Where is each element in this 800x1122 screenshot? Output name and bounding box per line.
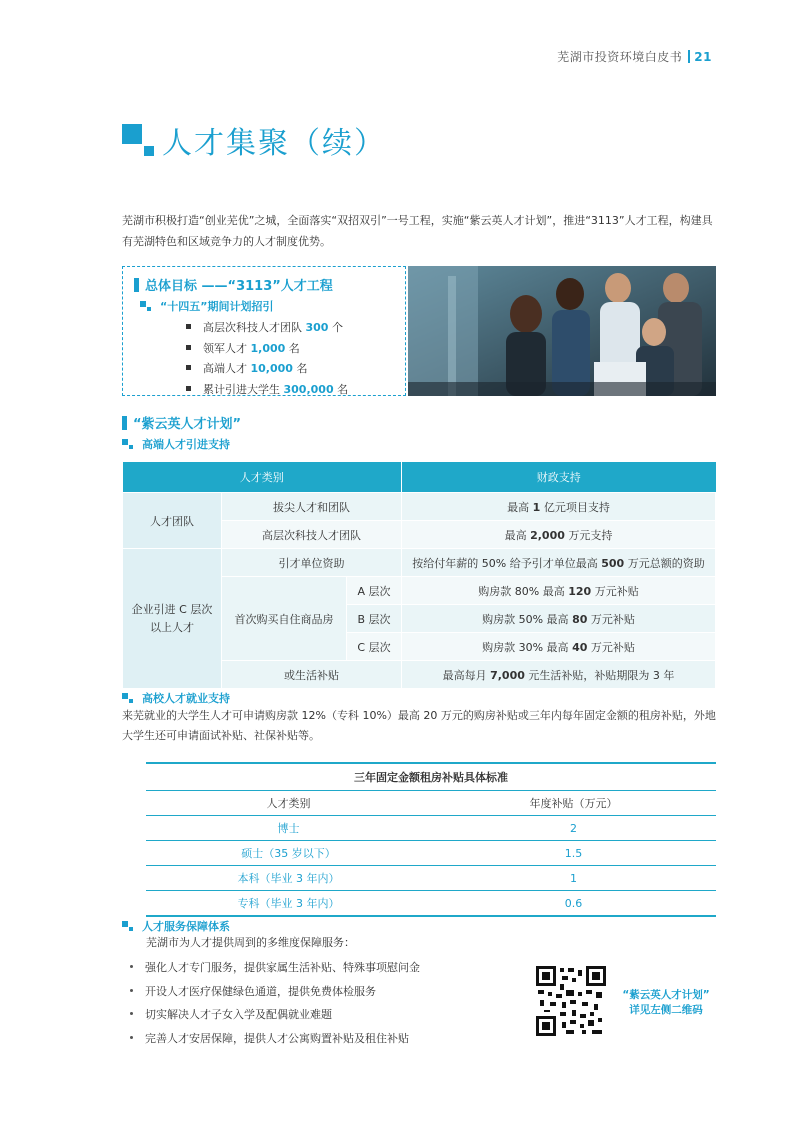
list-item: 切实解决人才子女入学及配偶就业难题: [130, 1003, 420, 1027]
level-cell: C 层次: [347, 633, 402, 661]
talent-support-table: [122, 462, 716, 689]
college-paragraph: 来芜就业的大学生人才可申请购房款 12%（专科 10%）最高 20 万元的购房补贴或三年内每年固定金额的租房补贴，外地大学生还可申请面试补贴、社保补贴等。: [122, 709, 716, 742]
item-cell: 首次购买自住商品房: [222, 577, 347, 661]
qr-caption-line: 详见左侧二维码: [629, 1004, 703, 1016]
goal-list: [186, 318, 348, 400]
support-cell: 按给付年薪的 50% 给予引才单位最高 500 万元总额的资助: [402, 549, 716, 577]
category-cell: 人才团队: [123, 493, 222, 549]
heading-bar-icon: [134, 278, 139, 292]
bullet-icon: [130, 1036, 133, 1039]
support-cell: 购房款 50% 最高 80 万元补贴: [402, 605, 716, 633]
square-bullet-icon: [122, 921, 134, 931]
list-item: 强化人才专门服务，提供家属生活补贴、特殊事项慰问金: [130, 956, 420, 980]
bullet-icon: [130, 989, 133, 992]
title-square-icon: [122, 124, 154, 156]
goal-subheading-text: “十四五”期间计划招引: [160, 300, 274, 313]
heading-bar-icon: [122, 416, 127, 430]
table-caption: 三年固定金额租房补贴具体标准: [146, 763, 716, 791]
header-title: 芜湖市投资环境白皮书: [557, 50, 683, 64]
table-row: 硕士（35 岁以下） 1.5: [146, 841, 716, 866]
team-meeting-photo: [408, 266, 716, 396]
list-item: 完善人才安居保障，提供人才公寓购置补贴及租住补贴: [130, 1027, 420, 1051]
service-subheading-text: 人才服务保障体系: [142, 920, 230, 933]
bullet-icon: [186, 365, 191, 370]
page-title: 人才集聚（续）: [162, 126, 386, 161]
bullet-icon: [186, 386, 191, 391]
item-cell: 拔尖人才和团队: [222, 493, 402, 521]
table-row: [123, 549, 716, 577]
list-item: 高端人才 10,000 名: [186, 359, 348, 380]
support-cell: 最高每月 7,000 元生活补贴，补贴期限为 3 年: [402, 661, 716, 689]
table-row: [123, 493, 716, 521]
college-subheading: [122, 690, 230, 706]
running-header: [557, 48, 712, 65]
goal-heading: [134, 275, 333, 294]
plan-heading-text: “紫云英人才计划”: [133, 417, 242, 432]
support-cell: 最高 1 亿元项目支持: [402, 493, 716, 521]
item-cell: 或生活补贴: [222, 661, 402, 689]
page-number: 21: [694, 50, 712, 64]
service-subheading: [122, 918, 230, 934]
qr-caption: [614, 988, 718, 1018]
plan-heading: [122, 413, 241, 432]
rent-subsidy-table: [146, 762, 716, 917]
square-bullet-icon: [122, 439, 134, 449]
column-header: 人才类别: [123, 462, 402, 493]
goal-heading-text: 总体目标 ——“3113”人才工程: [145, 279, 333, 294]
support-cell: 购房款 30% 最高 40 万元补贴: [402, 633, 716, 661]
item-cell: 高层次科技人才团队: [222, 521, 402, 549]
table-row: 博士 2: [146, 816, 716, 841]
bullet-icon: [186, 324, 191, 329]
list-item: 领军人才 1,000 名: [186, 339, 348, 360]
bullet-icon: [130, 1012, 133, 1015]
item-cell: 引才单位资助: [222, 549, 402, 577]
column-header: 年度补贴（万元）: [431, 791, 716, 816]
square-bullet-icon: [122, 693, 134, 703]
goal-subheading: [140, 298, 273, 314]
qr-code-icon[interactable]: [536, 966, 606, 1036]
header-divider: [688, 50, 690, 63]
list-item: 开设人才医疗保健绿色通道，提供免费体检服务: [130, 980, 420, 1004]
column-header: 财政支持: [402, 462, 716, 493]
table-row: 本科（毕业 3 年内） 1: [146, 866, 716, 891]
support-cell: 最高 2,000 万元支持: [402, 521, 716, 549]
level-cell: B 层次: [347, 605, 402, 633]
category-cell: 企业引进 C 层次 以上人才: [123, 549, 222, 689]
column-header: 人才类别: [146, 791, 431, 816]
college-subheading-text: 高校人才就业支持: [142, 692, 230, 705]
table-row: 专科（毕业 3 年内） 0.6: [146, 891, 716, 917]
service-list: [130, 956, 420, 1050]
square-bullet-icon: [140, 301, 152, 311]
intro-paragraph: 芜湖市积极打造“创业芜优”之城，全面落实“双招双引”一号工程，实施“紫云英人才计划”，推进“3113”人才工程，构建具有芜湖特色和区域竞争力的人才制度优势。: [122, 214, 713, 248]
high-end-subheading-text: 高端人才引进支持: [142, 438, 230, 451]
service-paragraph: 芜湖市为人才提供周到的多维度保障服务：: [146, 936, 355, 949]
support-cell: 购房款 80% 最高 120 万元补贴: [402, 577, 716, 605]
list-item: 累计引进大学生 300,000 名: [186, 380, 348, 401]
qr-caption-line: “紫云英人才计划”: [622, 989, 710, 1001]
bullet-icon: [130, 965, 133, 968]
list-item: 高层次科技人才团队 300 个: [186, 318, 348, 339]
bullet-icon: [186, 345, 191, 350]
level-cell: A 层次: [347, 577, 402, 605]
high-end-subheading: [122, 436, 230, 452]
